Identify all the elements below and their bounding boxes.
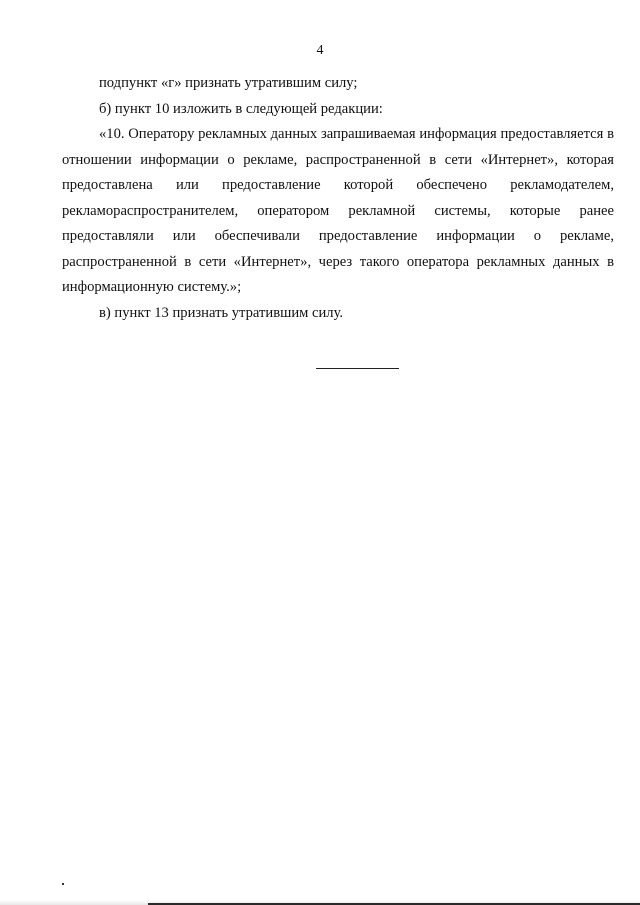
paragraph-item-10-text: «10. Оператору рекламных данных запрашиваемая информация предоставляется в отношении информации о рекламе, распространенной в сети «Интернет», которая предоставлена или предоставление которой обеспечено рекламодателем, рекламораспространителем, оператором рекламной системы, которые ранее предоставляли или обеспечивали предоставление информации о рекламе, распространенной в сети «Интернет», через такого оператора рекламных данных в информационную систему.»; bbox=[62, 126, 614, 295]
paragraph-subitem-g: подпункт «г» признать утратившим силу; bbox=[99, 75, 358, 91]
document-body bbox=[62, 71, 614, 326]
page-number: 4 bbox=[316, 43, 324, 58]
scan-speck bbox=[62, 883, 64, 885]
end-divider-line bbox=[316, 368, 399, 369]
paragraph-item-v: в) пункт 13 признать утратившим силу. bbox=[99, 304, 344, 321]
paragraph-item-b: б) пункт 10 изложить в следующей редакции: bbox=[99, 100, 383, 117]
